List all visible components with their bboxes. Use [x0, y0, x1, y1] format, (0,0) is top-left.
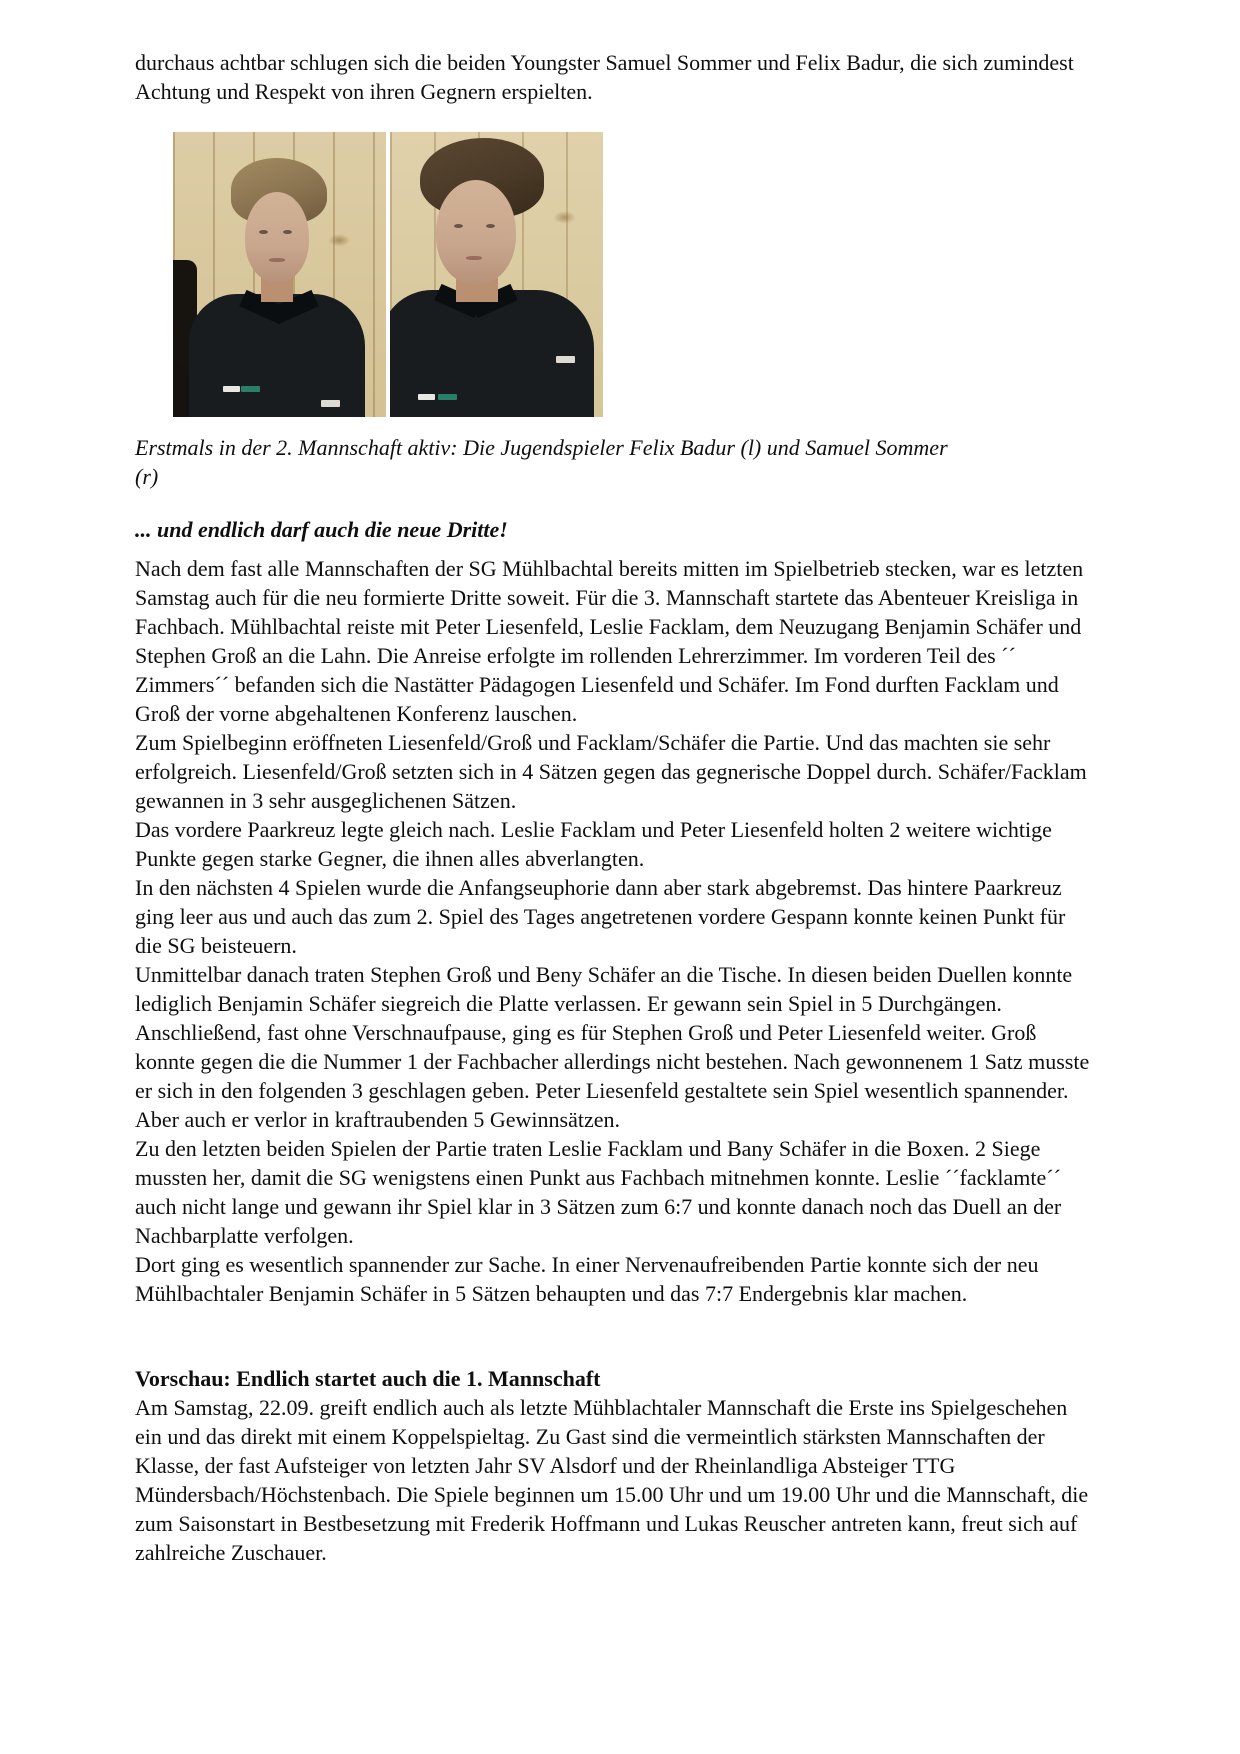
- players-photo: [173, 132, 603, 417]
- section-heading-dritte: ... und endlich darf auch die neue Dritte!: [135, 517, 508, 542]
- report-paragraph: Das vordere Paarkreuz legte gleich nach. Leslie Facklam und Peter Liesenfeld holten 2 weitere wichtige Punkte gegen starke Gegner, die ihnen alles abverlangten.: [135, 817, 1052, 871]
- report-paragraph: In den nächsten 4 Spielen wurde die Anfangseuphorie dann aber stark abgebremst. Das hintere Paarkreuz ging leer aus und auch das zum 2. Spiel des Tages angetretenen vordere Gespann konnte keinen Punkt für die SG beisteuern.: [135, 875, 1066, 958]
- photo-caption: [135, 433, 1095, 491]
- photo-caption-line: Erstmals in der 2. Mannschaft aktiv: Die Jugendspieler Felix Badur (l) und Samuel Sommer: [135, 435, 948, 460]
- intro-paragraph: durchaus achtbar schlugen sich die beiden Youngster Samuel Sommer und Felix Badur, die sich zumindest Achtung und Respekt von ihren Gegnern erspielten.: [135, 50, 1074, 104]
- mouth: [466, 256, 482, 260]
- article-content: [135, 48, 1095, 1567]
- report-paragraph: Dort ging es wesentlich spannender zur Sache. In einer Nervenaufreibenden Partie konnte sich der neu Mühlbachtaler Benjamin Schäfer in 5 Sätzen behaupten und das 7:7 Endergebnis klar machen.: [135, 1252, 1039, 1306]
- vorschau-paragraph: Am Samstag, 22.09. greift endlich auch als letzte Mühblachtaler Mannschaft die Erste ins Spielgeschehen ein und das direkt mit einem Koppelspieltag. Zu Gast sind die vermeintlich stärksten Mannschaften der Klasse, der fast Aufsteiger von letzten Jahr SV Alsdorf und der Rheinlandliga Absteiger TTG Mündersbach/Höchstenbach. Die Spiele beginnen um 15.00 Uhr und um 19.00 Uhr und die Mannschaft, die zum Saisonstart in Bestbesetzung mit Frederik Hoffmann und Lukas Reuscher antreten kann, freut sich auf zahlreiche Zuschauer.: [135, 1395, 1089, 1565]
- shirt-logo: [418, 394, 435, 400]
- photo-samuel-sommer: [390, 132, 603, 417]
- shirt-logo-green: [241, 386, 260, 392]
- report-paragraph: Nach dem fast alle Mannschaften der SG Mühlbachtal bereits mitten im Spielbetrieb stecken, war es letzten Samstag auch für die neu formierte Dritte soweit. Für die 3. Mannschaft startete das Abenteuer Kreisliga in Fachbach. Mühlbachtal reiste mit Peter Liesenfeld, Leslie Facklam, dem Neuzugang Benjamin Schäfer und Stephen Groß an die Lahn. Die Anreise erfolgte im rollenden Lehrerzimmer. Im vorderen Teil des ´´ Zimmers´´ befanden sich die Nastätter Pädagogen Liesenfeld und Schäfer. Im Fond durften Facklam und Groß der vorne abgehaltenen Konferenz lauschen.: [135, 556, 1084, 726]
- shirt-logo: [223, 386, 240, 392]
- player-face: [245, 192, 309, 282]
- eye: [454, 224, 463, 228]
- shirt-logo-green: [438, 394, 457, 400]
- player-face: [436, 180, 516, 284]
- shirt-tag: [321, 400, 340, 407]
- report-paragraph: Zum Spielbeginn eröffneten Liesenfeld/Groß und Facklam/Schäfer die Partie. Und das machten sie sehr erfolgreich. Liesenfeld/Groß setzten sich in 4 Sätzen gegen das gegnerische Doppel durch. Schäfer/Facklam gewannen in 3 sehr ausgeglichenen Sätzen.: [135, 730, 1087, 813]
- eye: [283, 230, 292, 234]
- report-paragraph: Zu den letzten beiden Spielen der Partie traten Leslie Facklam und Bany Schäfer in die Boxen. 2 Siege mussten her, damit die SG wenigstens einen Punkt aus Fachbach mitnehmen konnte. Leslie ´´facklamte´´ auch nicht lange und gewann ihr Spiel klar in 3 Sätzen zum 6:7 und konnte danach noch das Duell an der Nachbarplatte verfolgen.: [135, 1136, 1062, 1248]
- shirt-tag: [556, 356, 575, 363]
- section-heading-vorschau: Vorschau: Endlich startet auch die 1. Mannschaft: [135, 1366, 601, 1391]
- photo-caption-line: (r): [135, 464, 159, 489]
- report-paragraph: Unmittelbar danach traten Stephen Groß und Beny Schäfer an die Tische. In diesen beiden Duellen konnte lediglich Benjamin Schäfer siegreich die Platte verlassen. Er gewann sein Spiel in 5 Durchgängen.: [135, 962, 1073, 1016]
- photo-felix-badur: [173, 132, 386, 417]
- player-shirt: [189, 294, 365, 417]
- eye: [486, 224, 495, 228]
- report-paragraph: Anschließend, fast ohne Verschnaufpause, ging es für Stephen Groß und Peter Liesenfeld weiter. Groß konnte gegen die die Nummer 1 der Fachbacher allerdings nicht bestehen. Nach gewonnenem 1 Satz musste er sich in den folgenden 3 geschlagen geben. Peter Liesenfeld gestaltete sein Spiel wesentlich spannender. Aber auch er verlor in kraftraubenden 5 Gewinnsätzen.: [135, 1020, 1090, 1132]
- mouth: [269, 258, 285, 262]
- eye: [259, 230, 268, 234]
- player-shirt: [390, 290, 594, 417]
